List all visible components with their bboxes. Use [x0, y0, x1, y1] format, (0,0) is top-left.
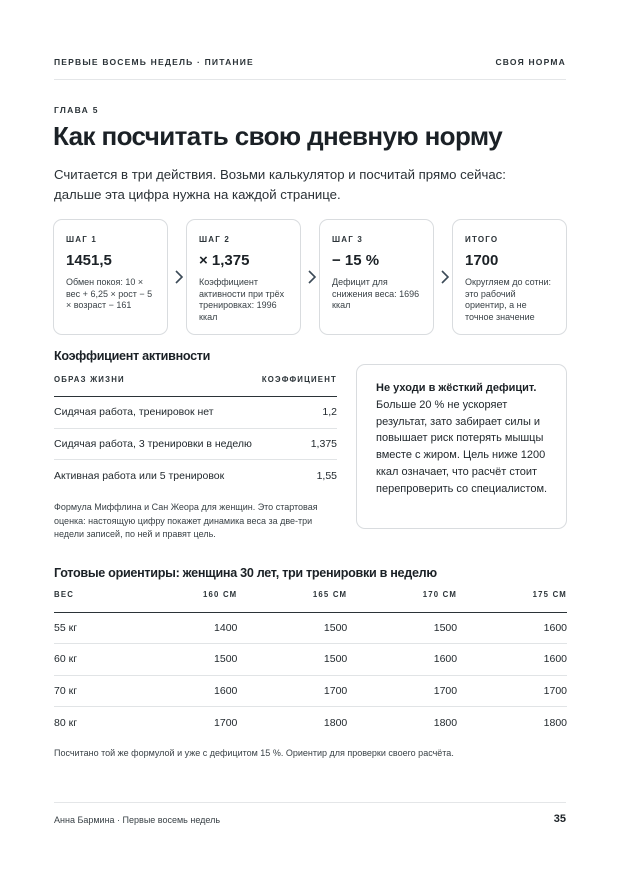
table-row	[54, 675, 567, 707]
table-row	[54, 460, 337, 492]
step-description: Дефицит для снижения веса: 1696 ккал	[332, 277, 420, 311]
chevron-right-icon	[439, 269, 451, 285]
table-row	[54, 397, 337, 429]
table-row	[54, 644, 567, 676]
kcal-cell: 1600	[457, 644, 567, 676]
callout-text: Больше 20 % не ускоряет результат, зато забирает силы и повышает риск потерять мышцы вместе с жиром. Цель ниже 1200 ккал означает, что расчёт стоит перепроверить со специалистом.	[376, 398, 548, 495]
step-value: × 1,375	[199, 252, 250, 269]
kcal-cell: 1400	[128, 612, 238, 644]
step-card-2	[186, 219, 301, 335]
step-card-1	[53, 219, 168, 335]
step-card-total	[452, 219, 567, 335]
step-label: ШАГ 2	[199, 235, 231, 244]
kcal-cell: 1700	[214, 716, 238, 729]
weight-cell: 60 кг	[54, 644, 128, 676]
header-divider	[54, 79, 566, 80]
footer-credit: Анна Бармина · Первые восемь недель	[54, 815, 221, 825]
step-value: 1700	[465, 252, 499, 269]
column-header: ВЕС	[54, 590, 128, 612]
kcal-cell: 1700	[457, 675, 567, 707]
coefficient-cell: 1,2	[322, 406, 337, 419]
coefficient-cell: 1,375	[310, 437, 337, 450]
activity-note: Формула Миффлина и Сан Жеора для женщин. Это стартовая оценка: настоящую цифру покажет динамика веса за две-три недели записей, по ней и правят цель.	[54, 502, 318, 539]
kcal-cell: 1600	[457, 612, 567, 644]
table-row	[54, 612, 567, 644]
reference-table	[54, 590, 567, 738]
lifestyle-cell: Сидячая работа, 3 тренировки в неделю	[54, 437, 252, 450]
chevron-right-icon	[173, 269, 185, 285]
calculation-steps	[53, 219, 567, 335]
kcal-cell: 1700	[237, 675, 347, 707]
kcal-cell: 1800	[433, 716, 458, 729]
kcal-cell: 1500	[128, 644, 238, 676]
chevron-right-icon	[306, 269, 318, 285]
warning-callout	[356, 364, 567, 529]
chapter-label: ГЛАВА 5	[54, 105, 99, 115]
weight-cell: 70 кг	[54, 675, 128, 707]
step-label: ШАГ 3	[332, 235, 364, 244]
kcal-cell: 1500	[347, 612, 457, 644]
running-header	[54, 57, 566, 67]
kcal-cell: 1500	[237, 612, 347, 644]
footer-divider	[54, 802, 566, 803]
table-row	[54, 707, 567, 739]
kcal-cell: 1800	[543, 716, 567, 729]
step-value: − 15 %	[332, 252, 380, 269]
weight-cell: 80 кг	[54, 716, 78, 729]
step-card-3	[319, 219, 434, 335]
coefficient-cell: 1,55	[316, 469, 337, 482]
reference-note: Посчитано той же формулой и уже с дефицитом 15 %. Ориентир для проверки своего расчёта.	[54, 748, 454, 758]
reference-heading: Готовые ориентиры: женщина 30 лет, три тренировки в неделю	[54, 566, 437, 580]
column-header: 175 СМ	[457, 590, 567, 612]
page-title: Как посчитать свою дневную норму	[53, 121, 503, 151]
kcal-cell: 1500	[237, 644, 347, 676]
column-header: КОЭФФИЦИЕНТ	[261, 375, 337, 384]
step-label: ШАГ 1	[66, 235, 98, 244]
step-description: Округляем до сотни: это рабочий ориентир, а не точное значение	[465, 277, 552, 322]
lifestyle-cell: Активная работа или 5 тренировок	[54, 469, 225, 482]
kcal-cell: 1600	[128, 675, 238, 707]
activity-heading: Коэффициент активности	[54, 349, 211, 363]
callout-title: Не уходи в жёсткий дефицит.	[376, 382, 537, 394]
reference-table-header	[54, 590, 567, 612]
column-header: ОБРАЗ ЖИЗНИ	[54, 375, 125, 384]
weight-cell: 55 кг	[54, 612, 128, 644]
running-header-topic: СВОЯ НОРМА	[495, 57, 566, 67]
page-number: 35	[553, 813, 566, 825]
step-value: 1451,5	[66, 252, 112, 269]
column-header: 165 СМ	[237, 590, 347, 612]
table-row	[54, 429, 337, 461]
column-header: 160 СМ	[128, 590, 238, 612]
lead-paragraph: Считается в три действия. Возьми калькулятор и посчитай прямо сейчас: дальше эта цифра нужна на каждой странице.	[54, 167, 506, 202]
kcal-cell: 1700	[347, 675, 457, 707]
step-description: Обмен покоя: 10 × вес + 6,25 × рост − 5 × возраст − 161	[66, 277, 153, 311]
kcal-cell: 1800	[323, 716, 348, 729]
kcal-cell: 1600	[347, 644, 457, 676]
step-label: ИТОГО	[465, 235, 499, 244]
step-description: Коэффициент активности при трёх тренировках: 1996 ккал	[199, 277, 285, 322]
activity-table	[54, 375, 337, 492]
activity-table-header	[54, 375, 337, 397]
running-header-section: ПЕРВЫЕ ВОСЕМЬ НЕДЕЛЬ · ПИТАНИЕ	[54, 57, 254, 67]
lifestyle-cell: Сидячая работа, тренировок нет	[54, 406, 214, 419]
column-header: 170 СМ	[347, 590, 457, 612]
